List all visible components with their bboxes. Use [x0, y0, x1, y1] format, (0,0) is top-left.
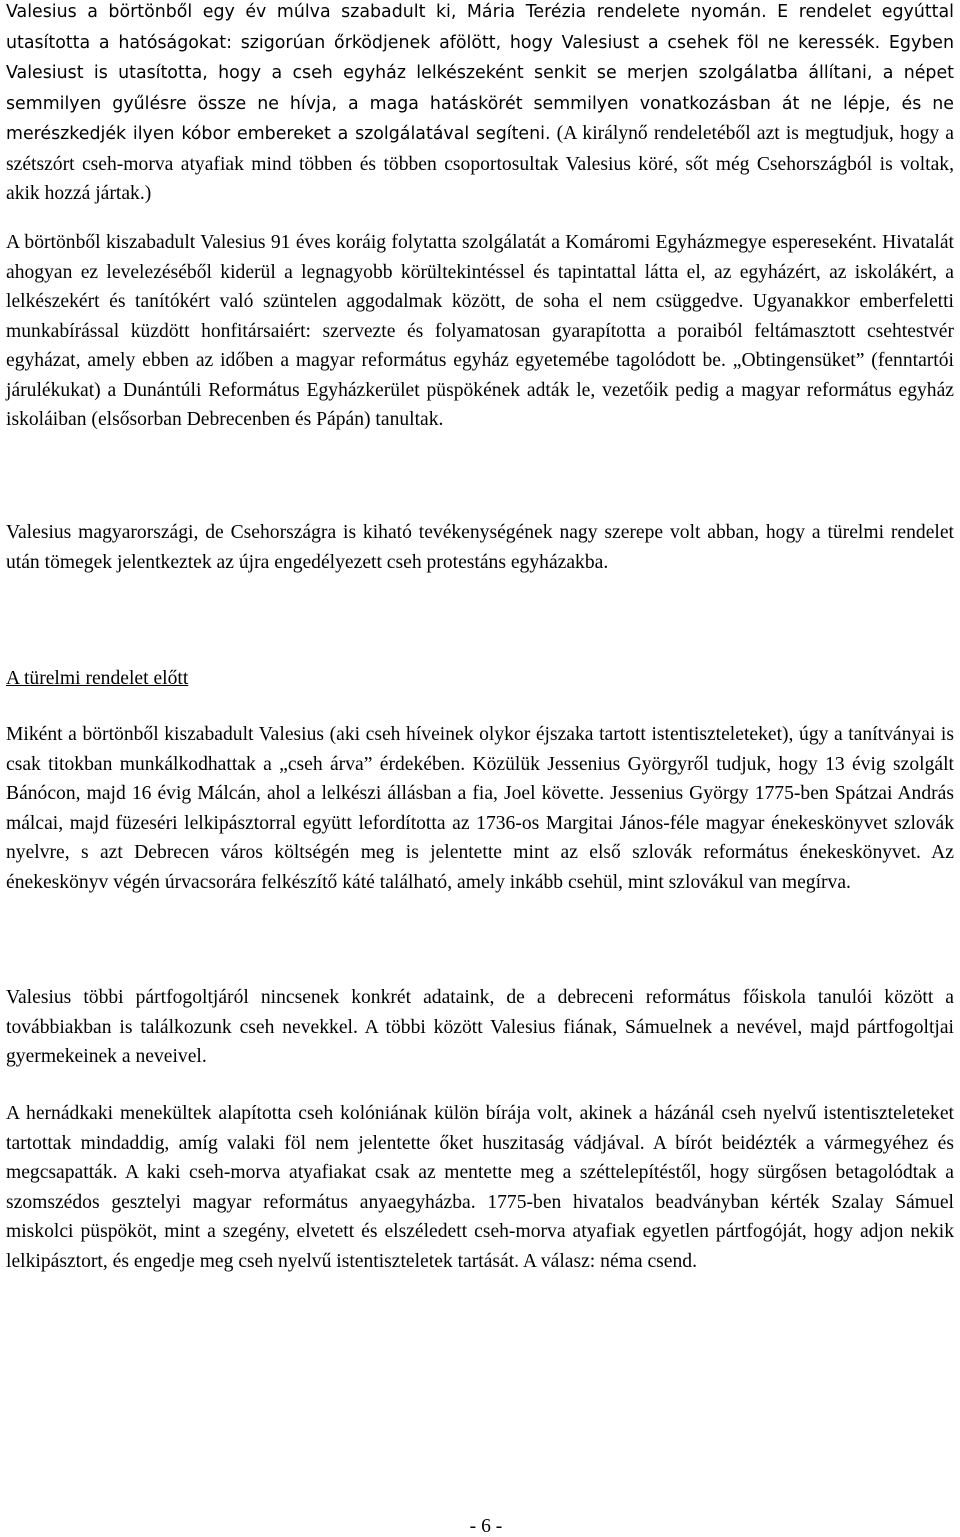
paragraph-valesius-release	[6, 0, 954, 209]
paragraph-sans-part: Valesius a börtönből egy év múlva szabadult ki, Mária Terézia rendelete nyomán. E rendelet egyúttal utasította a hatóságokat: szigorúan őrködjenek afölött, hogy Valesiust a csehek föl ne keressék. Egyben Valesiust is utasította, hogy a cseh egyház lelkészeként senkit se merjen szolgálatba állítani, a népet semmilyen gyűlésre össze ne hívja, a maga hatáskörét semmilyen vonatkozásban át ne lépje, és ne merészkedjék ilyen kóbor embereket a szolgálatával segíteni.	[6, 2, 954, 144]
paragraph-serif-part: (A királynő rendeletéből azt is megtudjuk, hogy a szétszórt cseh-morva atyafiak mind többen és többen csoportosultak Valesius köré, sőt még Csehországból is voltak, akik hozzá jártak.)	[6, 123, 955, 204]
paragraph-valesius-impact: Valesius magyarországi, de Csehországra is kiható tevékenységének nagy szerepe volt abban, hogy a türelmi rendelet után tömegek jelentkeztek az újra engedélyezett cseh protestáns egyházakba.	[6, 522, 954, 573]
paragraph-hernadkak: A hernádkaki menekültek alapította cseh kolóniának külön bírája volt, akinek a házánál cseh nyelvű istentiszteleteket tartottak mindaddig, amíg valaki föl nem jelentette őket huszitaság vádjával. A bírót beidézték a vármegyéhez és megcsapatták. A kaki cseh-morva atyafiakat csak az mentette meg a széttelepítéstől, hogy sürgősen betagolódtak a szomszédos gesztelyi magyar református anyaegyházba. 1775-ben hivatalos beadványban kérték Szalay Sámuel miskolci püspököt, mint a szegény, elvetett és elszéledett cseh-morva atyafiak egyetlen pártfogóját, hogy adjon nekik lelkipásztort, és engedje meg cseh nyelvű istentiszteletek tartását. A válasz: néma csend.	[6, 1103, 954, 1272]
paragraph-proteges: Valesius többi pártfogoltjáról nincsenek konkrét adataink, de a debreceni református főiskola tanulói között a továbbiakban is találkozunk cseh nevekkel. A többi között Valesius fiának, Sámuelnek a nevével, majd pártfogoltjai gyermekeinek a neveivel.	[6, 987, 954, 1067]
page-number: - 6 -	[469, 1516, 503, 1537]
paragraph-valesius-service: A börtönből kiszabadult Valesius 91 éves koráig folytatta szolgálatát a Komáromi Egyházmegye espereseként. Hivatalát ahogyan ez levelezéséből kiderül a legnagyobb körültekintéssel és tapintattal látta el, az egyházért, az iskolákért, a lelkészekért és tanítókért való szüntelen aggodalmak között, de soha el nem csüggedve. Ugyanakkor emberfeletti munkabírással küzdött honfitársaiért: szervezte és folyamatosan gyarapította a poraiból feltámasztott csehtestvér egyházat, amely ebben az időben a magyar református egyház egyetemébe tagolódott be. „Obtingensüket” (fenntartói járulékukat) a Dunántúli Református Egyházkerület püspökének adták le, vezetőik pedig a magyar református egyház iskoláiban (elsősorban Debrecenben és Pápán) tanultak.	[6, 232, 954, 430]
section-heading: A türelmi rendelet előtt	[6, 668, 189, 689]
paragraph-jessenius: Miként a börtönből kiszabadult Valesius (aki cseh híveinek olykor éjszaka tartott istentiszteleteket), úgy a tanítványai is csak titokban munkálkodhattak a „cseh árva” érdekében. Közülük Jessenius Györgyről tudjuk, hogy 13 évig szolgált Bánócon, majd 16 évig Málcán, ahol a lelkészi állásban a fia, Joel követte. Jessenius György 1775-ben Spátzai András málcai, majd füzeséri lelkipásztorral együtt lefordította az 1736-os Margitai János-féle magyar énekeskönyvet szlovák nyelvre, s azt Debrecen város költségén meg is jelentette mint az első szlovák református énekeskönyvet. Az énekeskönyv végén úrvacsorára felkészítő káté található, amely inkább csehül, mint szlovákul van megírva.	[6, 724, 954, 893]
